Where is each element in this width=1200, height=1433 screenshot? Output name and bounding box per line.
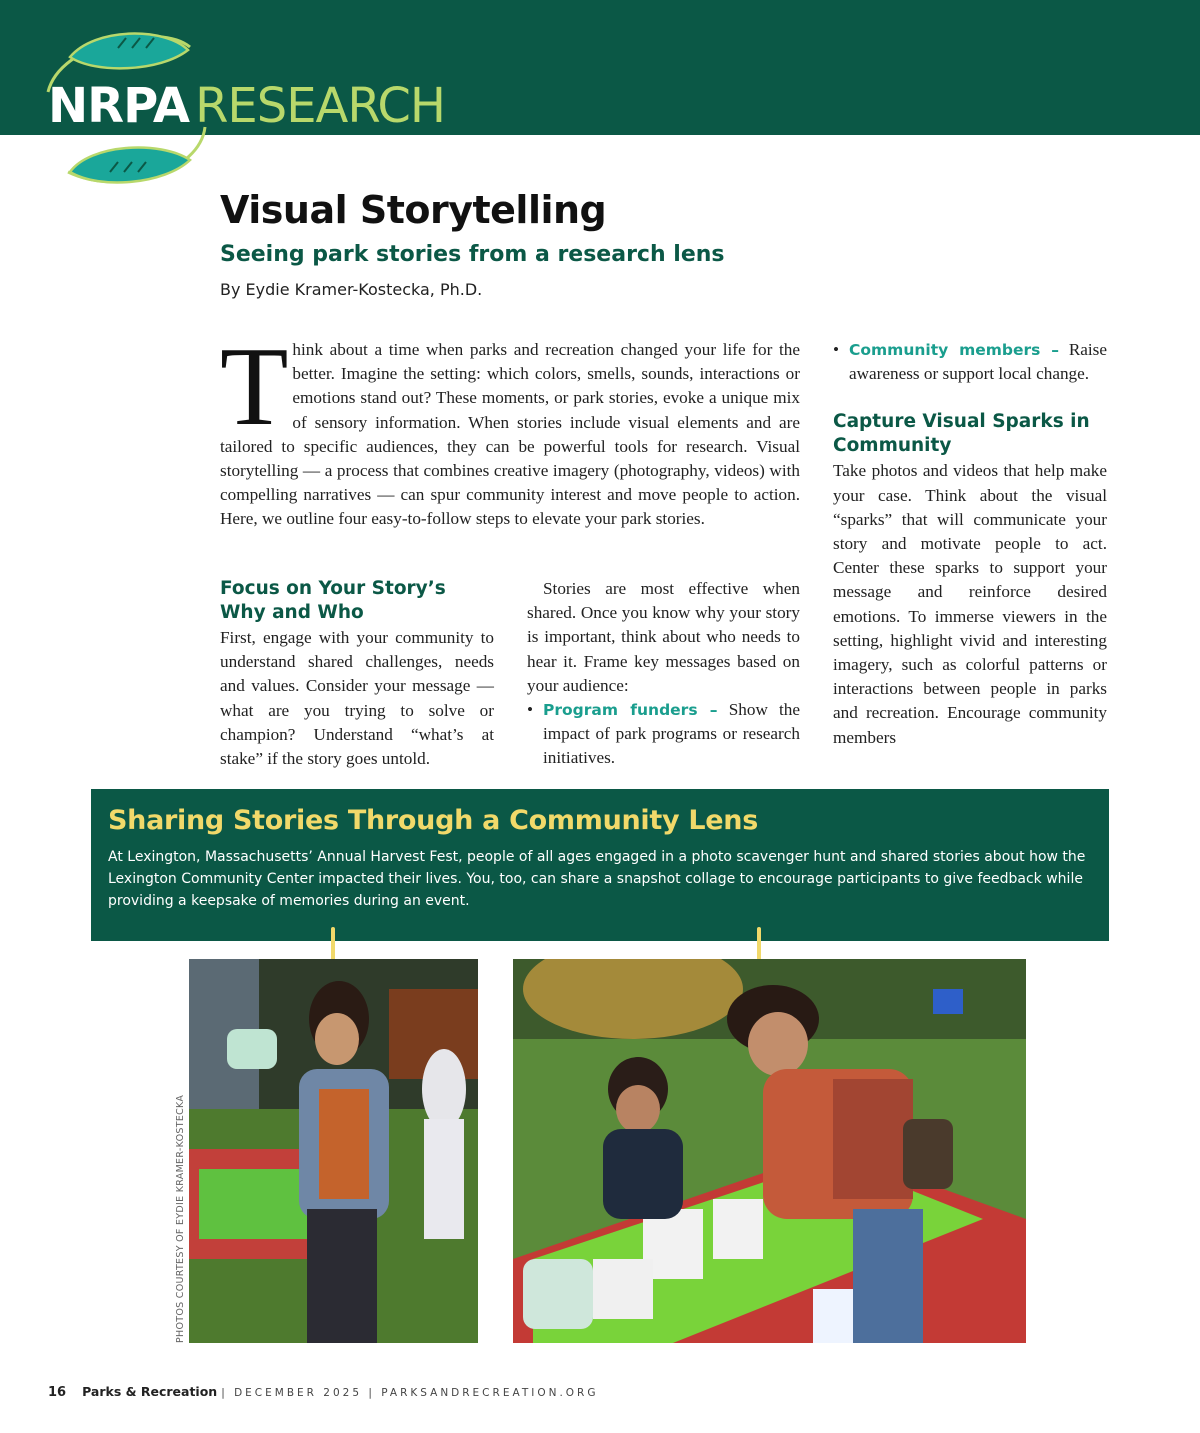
sidebar-title: Sharing Stories Through a Community Lens — [108, 805, 759, 836]
sidebar-box — [91, 789, 1109, 941]
drop-cap: T — [220, 325, 289, 449]
brand-research: RESEARCH — [195, 78, 445, 134]
bullet-keyword: Program funders – — [543, 701, 718, 720]
bullet-text: Show the impact of park programs or research initiatives. — [543, 700, 801, 768]
bullet-keyword: Community members – — [849, 341, 1060, 359]
bullet-community-members — [833, 338, 1107, 386]
sidebar-text: At Lexington, Massachusetts’ Annual Harvest Fest, people of all ages engaged in a photo scavenger hunt and shared stories about how the Lexington Community Center impacted their lives. You, too, can share a snapshot collage to encourage participants to give feedback while providing a keepsake of memories during an event. — [108, 849, 1086, 909]
section-text-why-who: First, engage with your community to understand shared challenges, needs and values. Consider your message — what are you trying to solve or champion? Understand “what’s at stake” if the story goes untold. — [220, 628, 494, 769]
section-text-visual-sparks: Take photos and videos that help make your case. Think about the visual “sparks” that will communicate your story and motivate people to act. Center these sparks to support your message and reinforce desired emotions. To immerse viewers in the setting, highlight vivid and interesting imagery, such as colorful patterns or interactions between people in parks and recreation. Encourage community members — [833, 461, 1107, 747]
intro-paragraph — [220, 325, 800, 532]
section-heading-visual-sparks: Capture Visual Sparks in Community — [833, 411, 1090, 457]
column-audiences — [527, 577, 800, 771]
article-byline: By Eydie Kramer-Kostecka, Ph.D. — [220, 280, 483, 299]
column-visual-sparks — [833, 338, 1107, 750]
bullet-program-funders — [527, 698, 800, 771]
page-footer — [48, 1384, 598, 1400]
article-title: Visual Storytelling — [220, 188, 607, 232]
article-subtitle: Seeing park stories from a research lens — [220, 242, 725, 267]
website-url: PARKSANDRECREATION.ORG — [381, 1387, 599, 1399]
footer-separator: | — [221, 1387, 228, 1399]
footer-separator: | — [368, 1387, 375, 1399]
page-number: 16 — [48, 1385, 67, 1400]
column-why-who — [220, 577, 494, 771]
brand-wordmark — [48, 78, 445, 138]
issue-date: DECEMBER 2025 — [234, 1387, 363, 1399]
bullet-symbol: • — [833, 340, 840, 359]
audiences-paragraph: Stories are most effective when shared. Once you know why your story is important, think about who needs to hear it. Frame key messages based on your audience: — [527, 579, 800, 695]
photo-credit: PHOTOS COURTESY OF EYDIE KRAMER-KOSTECKA — [175, 1094, 186, 1343]
intro-text: hink about a time when parks and recreation changed your life for the better. Imagine the setting: which colors, smells, sounds, interactions or emotions stand out? These moments, or park stories, evoke a unique mix of sensory information. When stories include visual elements and are tailored to specific audiences, they can be powerful tools for research. Visual storytelling — a process that combines creative imagery (photography, videos) with compelling narratives — can spur community interest and move people to action. Here, we outline four easy-to-follow steps to elevate your park stories. — [220, 340, 800, 529]
section-heading-why-who: Focus on Your Story’s Why and Who — [220, 578, 446, 623]
bullet-symbol: • — [527, 700, 534, 720]
photo-girl-with-camera — [189, 959, 478, 1343]
magazine-name: Parks & Recreation — [82, 1384, 218, 1399]
bullet-text: Raise awareness or support local change. — [849, 340, 1107, 384]
photo-collage-table — [513, 959, 1026, 1343]
brand-nrpa: NRPA — [48, 78, 190, 134]
